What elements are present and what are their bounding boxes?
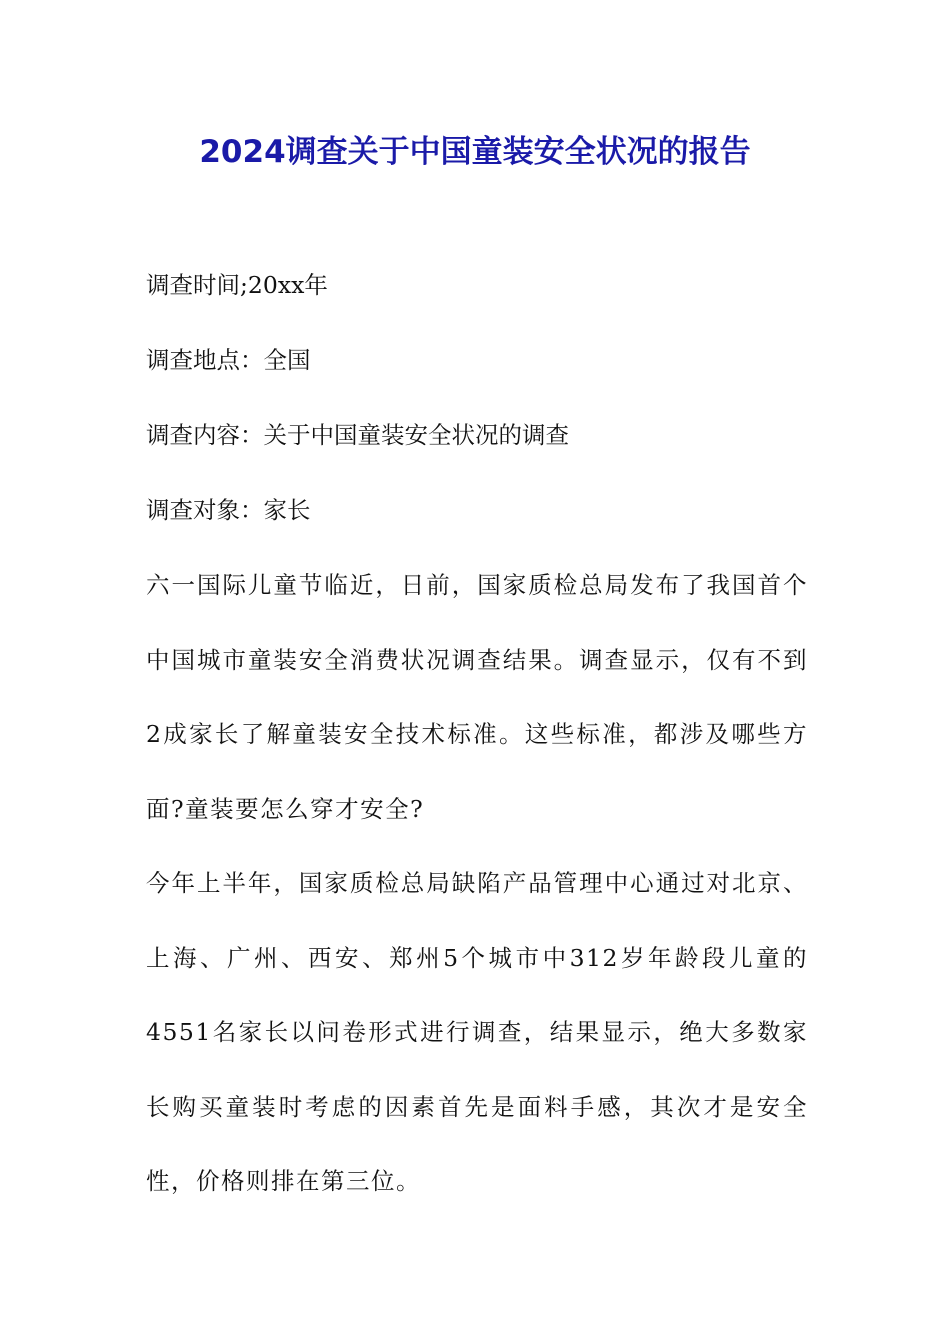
survey-location: 调查地点：全国 — [146, 346, 311, 374]
paragraph: 今年上半年，国家质检总局缺陷产品管理中心通过对北京、上海、广州、西安、郑州5个城市中312岁年龄段儿童的4551名家长以问卷形式进行调查，结果显示，绝大多数家长购买童装时考虑的因素首先是面料手感，其次才是安全性，价格则排在第三位。 — [146, 869, 808, 1195]
survey-time: 调查时间;20xx年 — [146, 271, 328, 299]
survey-subject: 调查对象：家长 — [146, 496, 311, 524]
document-title: 2024调查关于中国童装安全状况的报告 — [199, 134, 751, 170]
survey-content: 调查内容：关于中国童装安全状况的调查 — [146, 421, 569, 449]
paragraph: 六一国际儿童节临近，日前，国家质检总局发布了我国首个中国城市童装安全消费状况调查结果。调查显示，仅有不到2成家长了解童装安全技术标准。这些标准，都涉及哪些方面?童装要怎么穿才安全? — [146, 571, 808, 823]
document-body — [146, 265, 808, 1219]
